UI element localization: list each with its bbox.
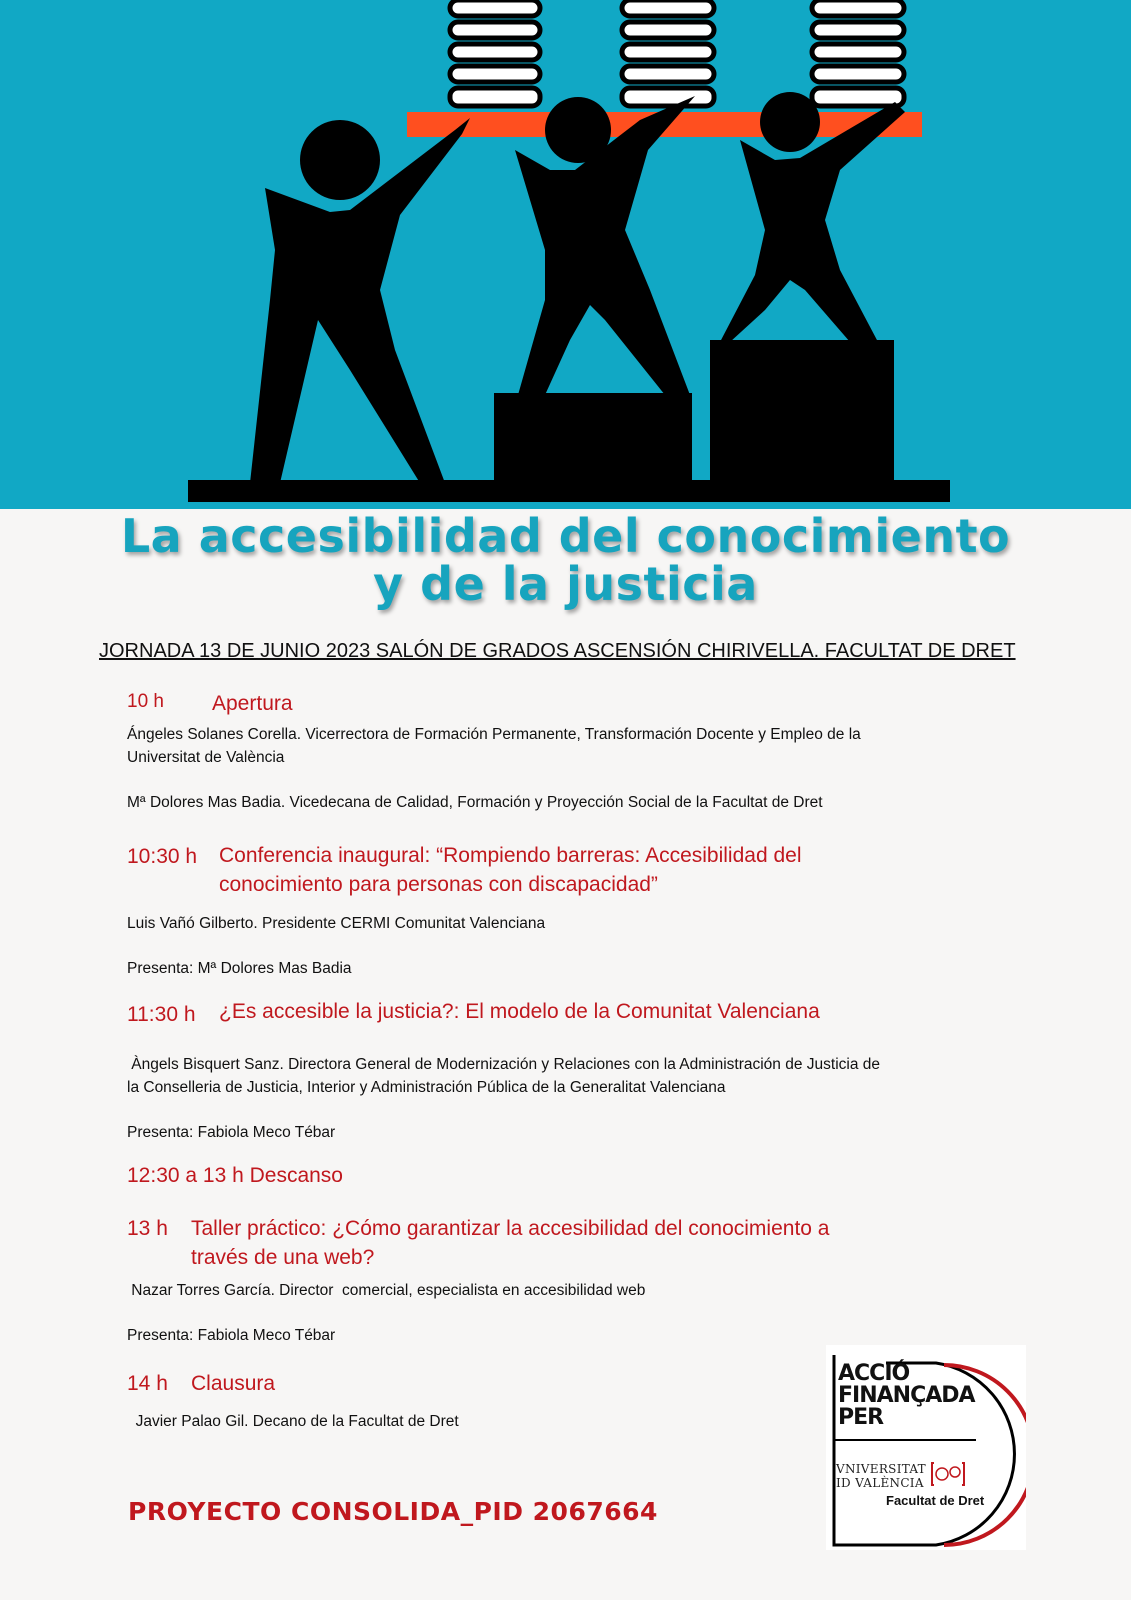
sponsor-label	[838, 1363, 975, 1429]
clausura-time: 14 h	[127, 1372, 168, 1395]
justicia-speaker-1: Àngels Bisquert Sanz. Directora General de Modernización y Relaciones con la Administración de Justicia de	[127, 1056, 880, 1073]
sponsor-line-3: PER	[838, 1405, 884, 1430]
apertura-title: Apertura	[212, 692, 293, 715]
justicia-time: 11:30 h	[127, 1003, 196, 1026]
apertura-time: 10 h	[127, 691, 164, 712]
faculty-name: Facultat de Dret	[886, 1493, 985, 1508]
sponsor-badge	[826, 1345, 1026, 1550]
book-stack-middle	[622, 0, 714, 106]
taller-title-2: través de una web?	[191, 1246, 375, 1269]
conferencia-time: 10:30 h	[127, 845, 198, 868]
conferencia-presenta: Presenta: Mª Dolores Mas Badia	[127, 960, 352, 977]
clausura-title: Clausura	[191, 1372, 276, 1395]
taller-time: 13 h	[127, 1217, 168, 1240]
sponsor-line-1: ACCIÓ	[838, 1361, 910, 1386]
justicia-title: ¿Es accesible la justicia?: El modelo de la Comunitat Valenciana	[219, 1000, 820, 1023]
university-name-2: ID VALÈNCIA	[836, 1476, 924, 1490]
apertura-speaker-1: Ángeles Solanes Corella. Vicerrectora de Formación Permanente, Transformación Docente y Empleo de la	[127, 726, 861, 743]
page-title-line-1: La accesibilidad del conocimiento	[120, 509, 1011, 563]
clausura-speaker: Javier Palao Gil. Decano de la Facultat de Dret	[127, 1413, 459, 1430]
book-stack-right	[812, 0, 904, 106]
university-seal-icon	[930, 1461, 966, 1487]
taller-presenta: Presenta: Fabiola Meco Tébar	[127, 1327, 336, 1344]
page-title-line-2: y de la justicia	[373, 557, 758, 611]
conferencia-title-1: Conferencia inaugural: “Rompiendo barreras: Accesibilidad del	[219, 844, 802, 867]
university-name	[836, 1462, 926, 1490]
apertura-speaker-2: Mª Dolores Mas Badia. Vicedecana de Calidad, Formación y Proyección Social de la Facultat de Dret	[127, 794, 823, 811]
sponsor-line-2: FINANÇADA	[838, 1383, 975, 1408]
conferencia-speaker: Luis Vañó Gilberto. Presidente CERMI Comunitat Valenciana	[127, 915, 546, 932]
three-people-lifting-books-icon	[0, 0, 1131, 509]
project-code: PROYECTO CONSOLIDA_PID 2067664	[128, 1497, 658, 1526]
university-name-1: VNIVERSITAT	[836, 1462, 926, 1476]
taller-speaker: Nazar Torres García. Director comercial, especialista en accesibilidad web	[127, 1282, 646, 1299]
conferencia-title-2: conocimiento para personas con discapacidad”	[219, 873, 658, 896]
book-stack-left	[450, 0, 540, 106]
descanso-label: 12:30 a 13 h Descanso	[127, 1164, 343, 1187]
apertura-speaker-1b: Universitat de València	[127, 749, 285, 766]
event-date-location: JORNADA 13 DE JUNIO 2023 SALÓN DE GRADOS ASCENSIÓN CHIRIVELLA. FACULTAT DE DRET	[99, 640, 1016, 662]
justicia-presenta: Presenta: Fabiola Meco Tébar	[127, 1124, 336, 1141]
justicia-speaker-1b: la Conselleria de Justicia, Interior y Administración Pública de la Generalitat Valenciana	[127, 1079, 726, 1096]
taller-title-1: Taller práctico: ¿Cómo garantizar la accesibilidad del conocimiento a	[191, 1217, 830, 1240]
hero-illustration	[0, 0, 1131, 509]
